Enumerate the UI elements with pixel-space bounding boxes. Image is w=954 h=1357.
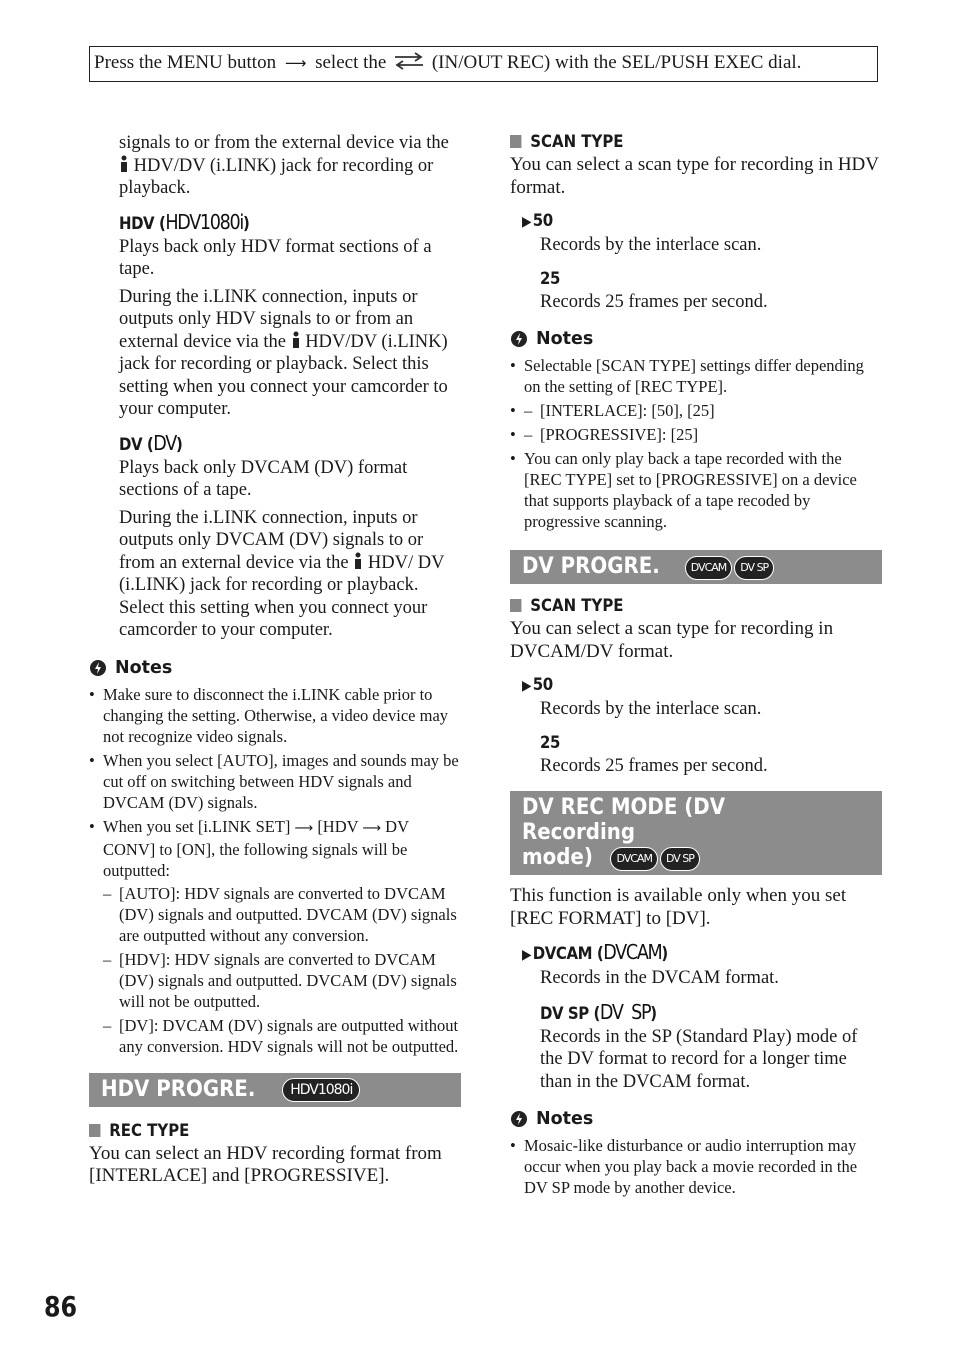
right-notes-list-3 <box>510 1135 882 1198</box>
notes-heading: Notes <box>510 327 882 351</box>
hdv-desc-2: During the i.LINK connection, inputs or outputs only HDV signals to or from an external device via the HDV/DV (i.LINK) jack for recording or playback. Select this setting when you connect your camcorder to your computer. <box>119 286 448 419</box>
option-25: 25 <box>540 268 560 289</box>
scan-options <box>510 209 882 313</box>
dv-logo: DV <box>153 430 176 455</box>
option-dvsp: DV SP (DV SP) <box>540 999 657 1024</box>
dvsp-logo: DV SP <box>599 999 651 1024</box>
intro-text-b: HDV/DV (i.LINK) jack for recording or playback. <box>119 155 434 198</box>
default-triangle-icon: ▶ <box>522 678 532 694</box>
dvsp-badge: DV SP <box>660 847 700 871</box>
right-notes-list-1 <box>510 355 882 397</box>
default-triangle-icon: ▶ <box>522 947 532 963</box>
note-item: • When you set [i.LINK SET] ⟶ [HDV ⟶ DV CONV] to [ON], the following signals will be outputted: – [AUTO]: HDV signals are converted to DVCAM (DV) signals and outputted. DVCAM (DV) signals are outputted without any conversion. – [HDV]: HDV signals are converted to DVCAM (DV) signals and outputted. DVCAM (DV) signals will not be outputted. – [DV]: DVCAM (DV) signals are outputted without any conversion. HDV signals will not be outputted. <box>89 816 461 1057</box>
square-bullet-icon <box>89 1124 100 1137</box>
dv-progre-band <box>510 550 882 584</box>
ilink-icon <box>291 331 301 349</box>
right-arrow-icon: ⟶ <box>284 54 307 72</box>
scan-options-2 <box>510 673 882 777</box>
hdv-progre-band <box>89 1073 461 1107</box>
dv-option <box>89 431 461 642</box>
option-50-text: Records by the interlace scan. <box>540 699 762 719</box>
ilink-icon <box>119 155 129 173</box>
note-subitem: • – [PROGRESSIVE]: [25] <box>510 424 882 445</box>
header-text-1: Press the MENU button <box>94 52 277 73</box>
notes-heading: Notes <box>510 1107 882 1131</box>
scan-type-heading: SCAN TYPE <box>510 130 837 154</box>
band-title-line1: DV REC MODE (DV Recording <box>522 795 726 845</box>
rec-mode-options <box>510 940 882 1093</box>
notes-icon <box>510 330 528 348</box>
rec-type-heading: REC TYPE <box>89 1119 416 1143</box>
right-arrow-icon: ⟶ <box>294 820 314 836</box>
dvcam-logo: DVCAM <box>603 940 662 964</box>
menu-instruction-box <box>89 46 878 82</box>
option-50-text: Records by the interlace scan. <box>540 235 762 255</box>
dv-desc-2: During the i.LINK connection, inputs or outputs only DVCAM (DV) signals to or from an external device via the HDV/ DV (i.LINK) jack for recording or playback. Select this setting when you connect your camcorder to your computer. <box>119 507 445 640</box>
note-subitem: • – [INTERLACE]: [50], [25] <box>510 400 882 421</box>
notes-heading: Notes <box>89 656 461 680</box>
hdv1080i-badge: HDV1080i <box>282 1078 360 1102</box>
dvsp-badge: DV SP <box>734 556 774 580</box>
option-25: 25 <box>540 732 560 753</box>
header-text-2: select the <box>315 52 387 73</box>
rec-type-text: You can select an HDV recording format from [INTERLACE] and [PROGRESSIVE]. <box>89 1142 442 1186</box>
option-25-text: Records 25 frames per second. <box>540 755 768 776</box>
option-dvsp-text: Records in the SP (Standard Play) mode of the DV format to record for a longer time than in the DVCAM format. <box>540 1026 858 1092</box>
default-triangle-icon: ▶ <box>522 214 532 230</box>
dvcam-badge: DVCAM <box>610 847 658 871</box>
right-column <box>510 130 882 1201</box>
note-item: • Mosaic-like disturbance or audio interruption may occur when you play back a movie recorded in the DV SP mode by another device. <box>510 1135 882 1198</box>
hdv-option <box>89 210 461 421</box>
left-column <box>89 132 461 1188</box>
rec-mode-text: This function is available only when you set [REC FORMAT] to [DV]. <box>510 885 847 929</box>
note-subitem: – [HDV]: HDV signals are converted to DVCAM (DV) signals and outputted. DVCAM (DV) signals will not be outputted. <box>103 949 461 1012</box>
square-bullet-icon <box>510 599 521 612</box>
square-bullet-icon <box>510 135 521 148</box>
scan-type-text-2: You can select a scan type for recording in DVCAM/DV format. <box>510 618 834 662</box>
dvcam-badge: DVCAM <box>685 556 733 580</box>
scan-type-text: You can select a scan type for recording in HDV format. <box>510 154 879 198</box>
intro-text-a: signals to or from the external device via the <box>119 133 449 153</box>
note-item: • When you select [AUTO], images and sounds may be cut off on switching between HDV signals and DVCAM (DV) signals. <box>89 750 461 813</box>
right-arrow-icon: ⟶ <box>362 820 382 836</box>
ilink-icon <box>353 552 363 570</box>
right-notes-sublist <box>510 400 882 445</box>
note-item: • You can only play back a tape recorded with the [REC TYPE] set to [PROGRESSIVE] on a device that supports playback of a tape recoded by progressive scanning. <box>510 448 882 532</box>
hdv-desc-1: Plays back only HDV format sections of a tape. <box>119 236 432 279</box>
note-item: • Make sure to disconnect the i.LINK cable prior to changing the setting. Otherwise, a video device may not recognize video signals. <box>89 684 461 747</box>
note-subitem: – [AUTO]: HDV signals are converted to DVCAM (DV) signals and outputted. DVCAM (DV) signals are outputted without any conversion. <box>103 883 461 946</box>
right-notes-list-2 <box>510 448 882 532</box>
left-notes-list <box>89 684 461 1057</box>
option-50: ▶ 50 <box>522 675 553 695</box>
option-dvcam-text: Records in the DVCAM format. <box>540 968 779 988</box>
header-text-3: (IN/OUT REC) with the SEL/PUSH EXEC dial. <box>431 52 802 73</box>
hdv-option-title: HDV (HDV1080i) <box>119 209 250 234</box>
band-title: DV PROGRE. <box>522 554 660 579</box>
notes-icon <box>89 659 107 677</box>
hdv1080i-logo: HDV1080i <box>165 209 244 234</box>
band-title-line2: mode) <box>522 845 593 870</box>
note-subitem: – [DV]: DVCAM (DV) signals are outputted without any conversion. HDV signals will not be outputted. <box>103 1015 461 1057</box>
dv-desc-1: Plays back only DVCAM (DV) format sections of a tape. <box>119 457 408 500</box>
page-number: 86 <box>44 1290 78 1323</box>
note-item: • Selectable [SCAN TYPE] settings differ depending on the setting of [REC TYPE]. <box>510 355 882 397</box>
option-dvcam: ▶ DVCAM (DVCAM) <box>522 940 668 964</box>
scan-type-heading-2: SCAN TYPE <box>510 594 837 618</box>
dv-rec-mode-band <box>510 791 882 875</box>
notes-icon <box>510 1110 528 1128</box>
intro-paragraph <box>89 132 461 200</box>
dv-option-title: DV (DV) <box>119 430 183 455</box>
band-title: HDV PROGRE. <box>101 1076 256 1102</box>
note-sublist <box>103 883 461 1057</box>
option-50: ▶ 50 <box>522 211 553 231</box>
in-out-rec-icon <box>391 51 427 71</box>
option-25-text: Records 25 frames per second. <box>540 291 768 312</box>
